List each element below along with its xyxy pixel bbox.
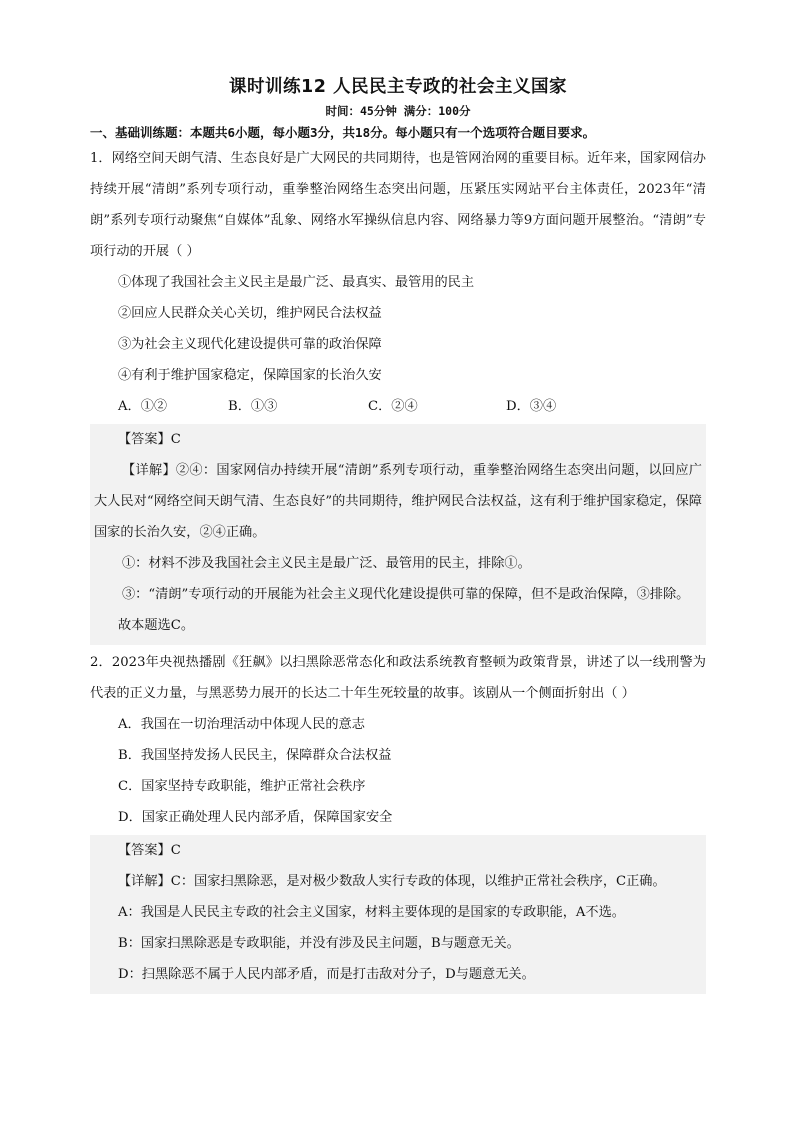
question-1-stem: 1．网络空间天朗气清、生态良好是广大网民的共同期待，也是管网治网的重要目标。近年来，国家网信办持续开展“清朗”系列专项行动，重拳整治网络生态突出问题，压紧压实网站平台主体责任，2023年“清朗”系列专项行动聚焦“自媒体”乱象、网络水军操纵信息内容、网络暴力等9方面问题开展整治。“清朗”专项行动的开展（ ）: [90, 151, 706, 259]
answer-label: 【答案】C: [118, 432, 181, 447]
question-1-item: ④有利于维护国家稳定，保障国家的长治久安: [118, 368, 382, 383]
question-2-option: D．国家正确处理人民内部矛盾，保障国家安全: [118, 810, 393, 825]
question-1-answer-box: [90, 424, 706, 645]
question-1-item: ③为社会主义现代化建设提供可靠的政治保障: [118, 337, 382, 352]
explanation-paragraph: ③：“清朗”专项行动的开展能为社会主义现代化建设提供可靠的保障，但不是政治保障，③排除。: [122, 587, 690, 602]
answer-label: 【答案】C: [118, 843, 181, 858]
question-1-item: ②回应人民群众关心关切，维护网民合法权益: [118, 306, 382, 321]
choice-a: A．①②: [118, 399, 168, 414]
question-2-option: A．我国在一切治理活动中体现人民的意志: [118, 717, 365, 732]
exam-meta: 时间：45分钟 满分：100分: [325, 104, 471, 118]
section-heading: 一、基础训练题：本题共6小题，每小题3分，共18分。每小题只有一个选项符合题目要求。: [90, 125, 596, 140]
explanation-paragraph: D：扫黑除恶不属于人民内部矛盾，而是打击敌对分子，D与题意无关。: [118, 967, 535, 982]
choice-d: D．③④: [506, 399, 557, 414]
choice-b: B．①③: [228, 399, 278, 414]
explanation-conclusion: 故本题选C。: [118, 618, 195, 633]
choice-c: C．②④: [368, 399, 418, 414]
explanation-paragraph: ①：材料不涉及我国社会主义民主是最广泛、最管用的民主，排除①。: [122, 556, 531, 571]
document-page: [90, 72, 706, 996]
explanation-paragraph: 【详解】②④：国家网信办持续开展“清朗”系列专项行动，重拳整治网络生态突出问题，以回应广大人民对“网络空间天朗气清、生态良好”的共同期待，维护网民合法权益，这有利于维护国家稳定，保障国家的长治久安，②④正确。: [94, 463, 702, 540]
explanation-paragraph: 【详解】C：国家扫黑除恶，是对极少数敌人实行专政的体现，以维护正常社会秩序，C正确。: [118, 874, 666, 889]
question-1-item: ①体现了我国社会主义民主是最广泛、最真实、最管用的民主: [118, 275, 475, 290]
question-2-stem: 2．2023年央视热播剧《狂飙》以扫黑除恶常态化和政法系统教育整顿为政策背景，讲述了以一线刑警为代表的正义力量，与黑恶势力展开的长达二十年生死较量的故事。该剧从一个侧面折射出（ ）: [90, 655, 706, 701]
question-2-option: C．国家坚持专政职能，维护正常社会秩序: [118, 779, 366, 794]
question-2-option: B．我国坚持发扬人民民主，保障群众合法权益: [118, 748, 392, 763]
question-2-answer-box: [90, 835, 706, 994]
explanation-paragraph: B：国家扫黑除恶是专政职能，并没有涉及民主问题，B与题意无关。: [118, 936, 520, 951]
question-1-choices: [90, 391, 706, 422]
explanation-paragraph: A：我国是人民民主专政的社会主义国家，材料主要体现的是国家的专政职能，A不选。: [118, 905, 625, 920]
page-title: 课时训练12 人民民主专政的社会主义国家: [229, 77, 567, 97]
